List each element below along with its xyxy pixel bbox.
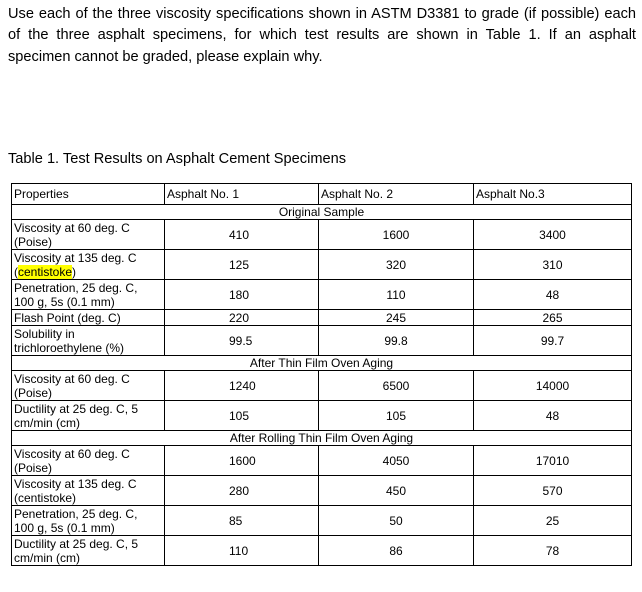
value-cell-asphalt-1: 125 xyxy=(165,250,319,280)
property-label-line: 100 g, 5s (0.1 mm) xyxy=(14,520,115,535)
table-row xyxy=(12,476,632,506)
table-row xyxy=(12,280,632,310)
table-row xyxy=(12,250,632,280)
table-row xyxy=(12,371,632,401)
table-caption: Table 1. Test Results on Asphalt Cement Specimens xyxy=(8,151,346,167)
property-label-line: (centistoke) xyxy=(14,264,77,279)
property-cell xyxy=(12,310,165,326)
value-cell-asphalt-3: 14000 xyxy=(474,371,632,401)
value-cell-asphalt-3: 48 xyxy=(474,280,632,310)
value-cell-asphalt-1: 180 xyxy=(165,280,319,310)
property-label-line: 100 g, 5s (0.1 mm) xyxy=(14,294,115,309)
header-asphalt-3: Asphalt No.3 xyxy=(474,184,632,205)
property-cell xyxy=(12,446,165,476)
value-cell-asphalt-1: 1240 xyxy=(165,371,319,401)
property-label-line: Flash Point (deg. C) xyxy=(14,310,121,325)
table-row xyxy=(12,506,632,536)
property-label-line: Viscosity at 60 deg. C xyxy=(14,371,130,386)
section-row xyxy=(12,205,632,220)
property-label-line: Viscosity at 60 deg. C xyxy=(14,446,130,461)
property-cell xyxy=(12,536,165,566)
property-label-line: (centistoke) xyxy=(14,490,77,505)
value-cell-asphalt-2: 105 xyxy=(319,401,474,431)
property-cell xyxy=(12,401,165,431)
table-header-row xyxy=(12,184,632,205)
value-cell-asphalt-3: 78 xyxy=(474,536,632,566)
property-label-line: (Poise) xyxy=(14,385,53,400)
property-cell xyxy=(12,476,165,506)
property-label-line: Ductility at 25 deg. C, 5 xyxy=(14,401,139,416)
section-title: Original Sample xyxy=(12,205,632,220)
value-cell-asphalt-3: 25 xyxy=(474,506,632,536)
header-asphalt-1: Asphalt No. 1 xyxy=(165,184,319,205)
value-cell-asphalt-2: 450 xyxy=(319,476,474,506)
value-cell-asphalt-1: 105 xyxy=(165,401,319,431)
property-cell xyxy=(12,250,165,280)
property-label-line: Viscosity at 135 deg. C xyxy=(14,250,137,265)
results-table xyxy=(11,183,632,566)
highlighted-text: centistoke xyxy=(18,264,73,279)
property-label-line: Penetration, 25 deg. C, xyxy=(14,280,138,295)
property-cell xyxy=(12,326,165,356)
property-label-line: trichloroethylene (%) xyxy=(14,340,125,355)
table-row xyxy=(12,536,632,566)
value-cell-asphalt-2: 4050 xyxy=(319,446,474,476)
property-label-line: Viscosity at 135 deg. C xyxy=(14,476,137,491)
property-cell xyxy=(12,280,165,310)
table-row xyxy=(12,220,632,250)
value-cell-asphalt-3: 3400 xyxy=(474,220,632,250)
property-label-line: cm/min (cm) xyxy=(14,550,80,565)
header-asphalt-2: Asphalt No. 2 xyxy=(319,184,474,205)
section-row xyxy=(12,431,632,446)
value-cell-asphalt-1: 99.5 xyxy=(165,326,319,356)
value-cell-asphalt-2: 245 xyxy=(319,310,474,326)
value-cell-asphalt-2: 320 xyxy=(319,250,474,280)
value-cell-asphalt-3: 570 xyxy=(474,476,632,506)
section-title: After Thin Film Oven Aging xyxy=(12,356,632,371)
table-body xyxy=(12,205,632,566)
value-cell-asphalt-3: 310 xyxy=(474,250,632,280)
header-properties: Properties xyxy=(12,184,165,205)
value-cell-asphalt-1: 280 xyxy=(165,476,319,506)
value-cell-asphalt-3: 265 xyxy=(474,310,632,326)
value-cell-asphalt-1: 85 xyxy=(165,506,319,536)
table-row xyxy=(12,310,632,326)
value-cell-asphalt-1: 110 xyxy=(165,536,319,566)
value-cell-asphalt-3: 99.7 xyxy=(474,326,632,356)
table-row xyxy=(12,446,632,476)
property-cell xyxy=(12,220,165,250)
property-cell xyxy=(12,371,165,401)
property-label-line: cm/min (cm) xyxy=(14,415,80,430)
table-row xyxy=(12,326,632,356)
property-label-line: (Poise) xyxy=(14,460,53,475)
section-row xyxy=(12,356,632,371)
property-label-line: Penetration, 25 deg. C, xyxy=(14,506,138,521)
value-cell-asphalt-1: 220 xyxy=(165,310,319,326)
value-cell-asphalt-2: 99.8 xyxy=(319,326,474,356)
property-cell xyxy=(12,506,165,536)
value-cell-asphalt-2: 6500 xyxy=(319,371,474,401)
value-cell-asphalt-1: 1600 xyxy=(165,446,319,476)
property-label-line: Viscosity at 60 deg. C xyxy=(14,220,130,235)
property-label-line: Ductility at 25 deg. C, 5 xyxy=(14,536,139,551)
value-cell-asphalt-3: 17010 xyxy=(474,446,632,476)
value-cell-asphalt-1: 410 xyxy=(165,220,319,250)
property-label-line: Solubility in xyxy=(14,326,75,341)
value-cell-asphalt-2: 86 xyxy=(319,536,474,566)
value-cell-asphalt-2: 110 xyxy=(319,280,474,310)
value-cell-asphalt-2: 50 xyxy=(319,506,474,536)
property-label-line: (Poise) xyxy=(14,234,53,249)
value-cell-asphalt-3: 48 xyxy=(474,401,632,431)
section-title: After Rolling Thin Film Oven Aging xyxy=(12,431,632,446)
table-row xyxy=(12,401,632,431)
value-cell-asphalt-2: 1600 xyxy=(319,220,474,250)
intro-paragraph: Use each of the three viscosity specifications shown in ASTM D3381 to grade (if possible) each of the three asphalt specimens, for which test results are shown in Table 1. If an asphalt specimen cannot be graded, please explain why. xyxy=(8,6,636,65)
